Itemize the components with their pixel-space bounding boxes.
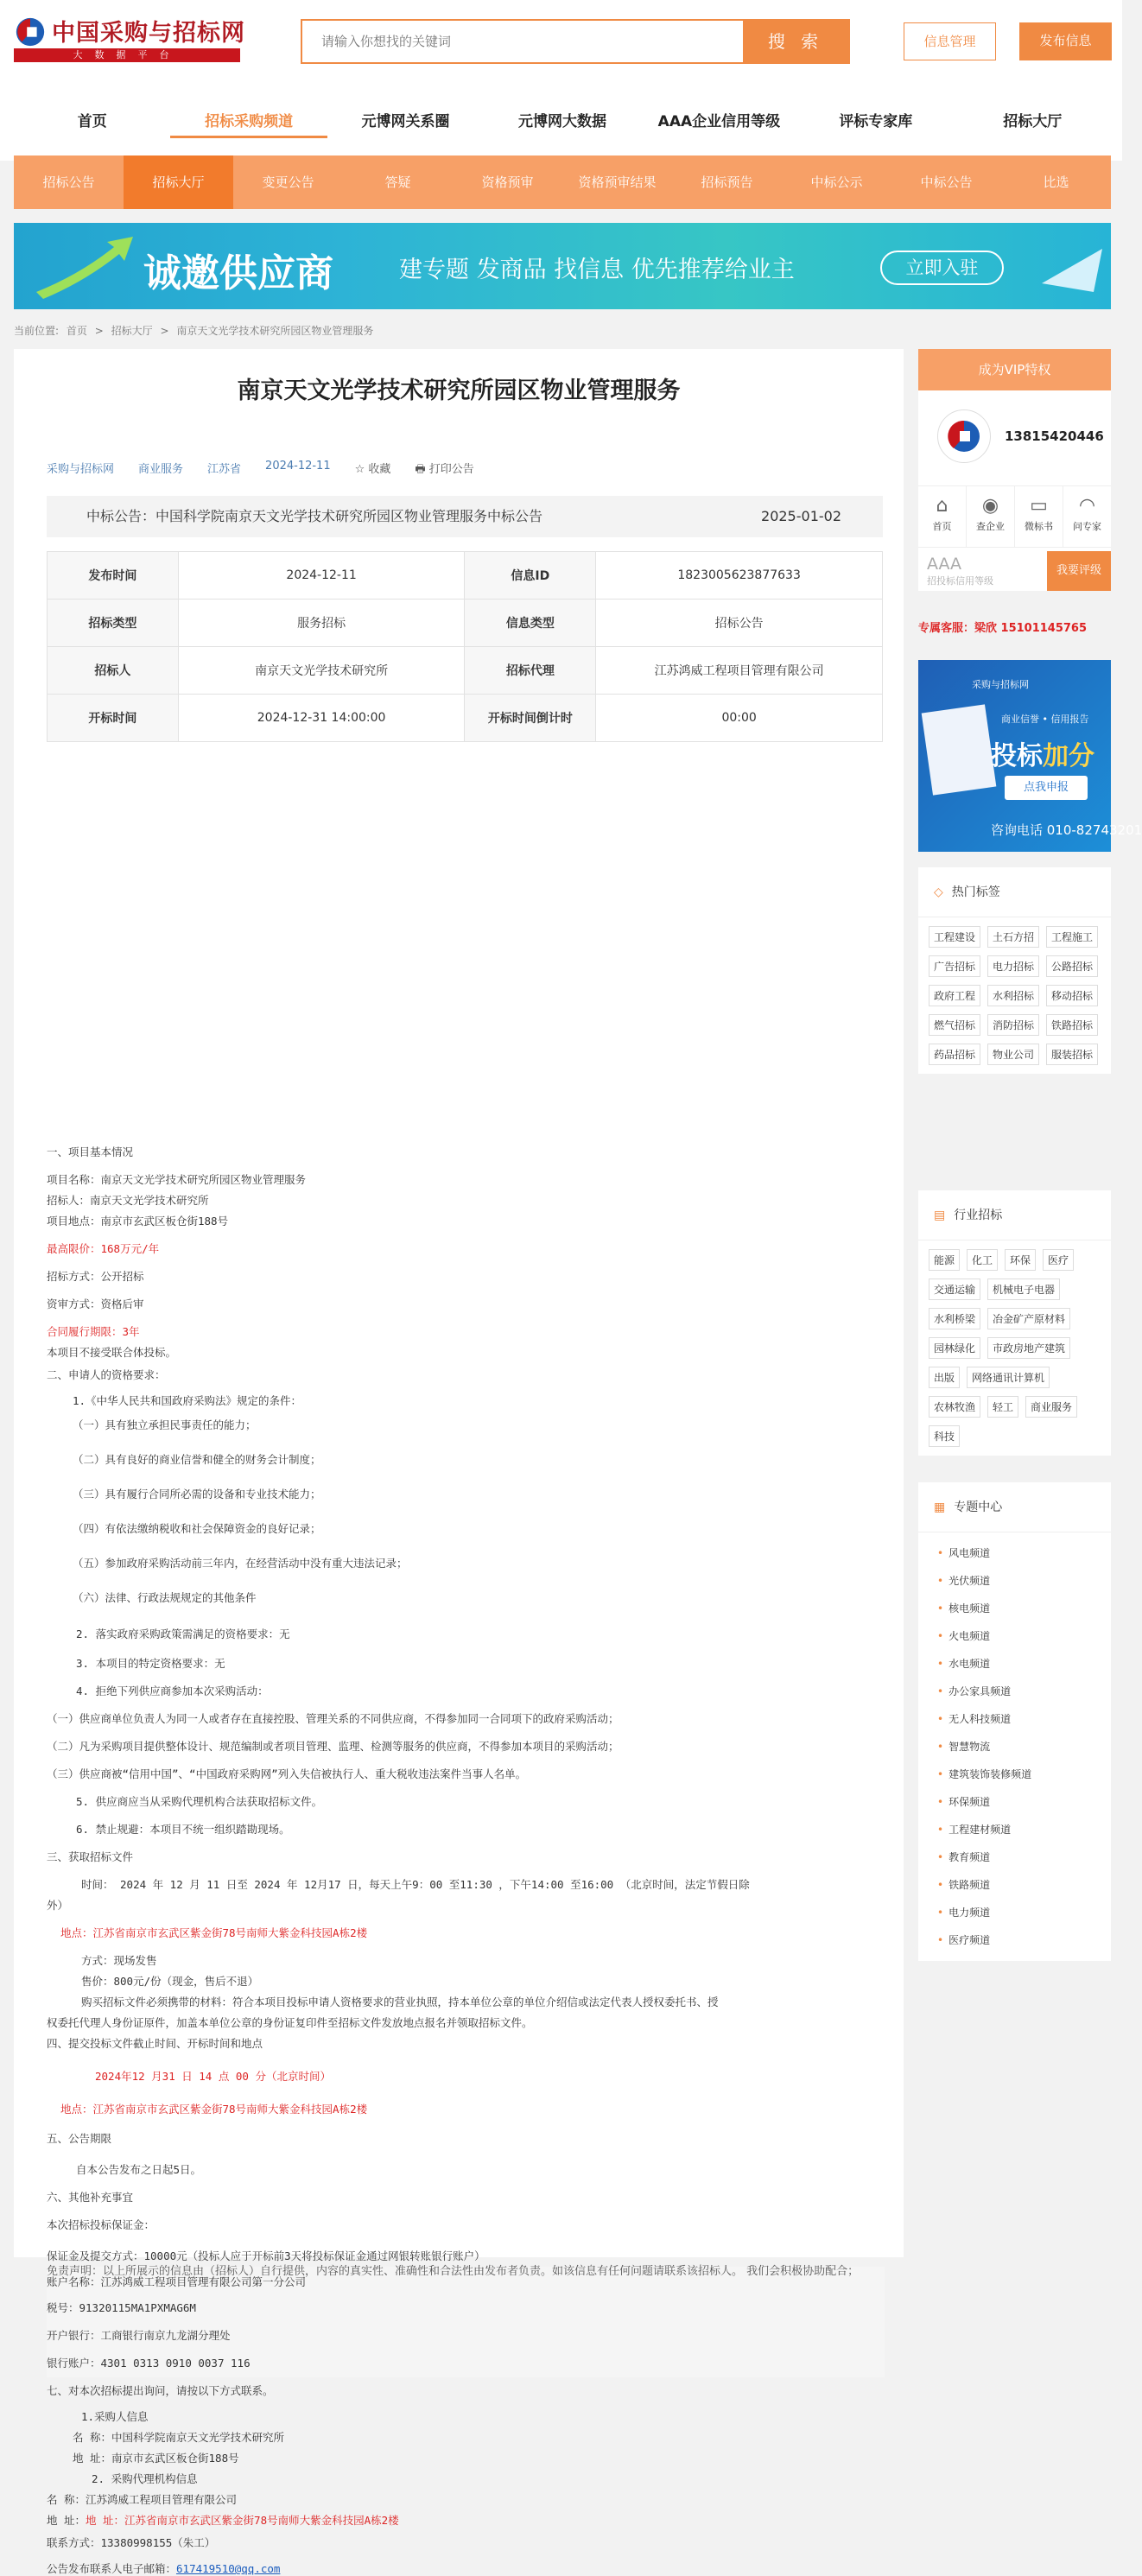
report-paper-graphic [922,704,997,795]
label-address: 地 址： [47,2514,86,2527]
channel-item[interactable]: • 医疗频道 [937,1926,1092,1954]
channel-item[interactable]: • 智慧物流 [937,1733,1092,1761]
profile-card [918,390,1111,591]
body-line: 自本公告发布之日起5日。 [76,2163,202,2176]
tag-item[interactable]: 政府工程 [929,985,980,1006]
channel-item[interactable]: • 办公家具频道 [937,1678,1092,1705]
article-meta [47,460,474,480]
channel-item[interactable]: • 火电频道 [937,1622,1092,1650]
meta-source[interactable]: 采购与招标网 [47,463,115,476]
industry-item[interactable]: 化工 [967,1249,998,1271]
ad-subtitle: 商业信誉 • 信用报告 [1001,714,1089,725]
body-line: （一）供应商单位负责人为同一人或者存在直接控股、管理关系的不同供应商，不得参加同一合同项下的政府采购活动； [47,1712,619,1725]
body-line: 四、提交投标文件截止时间、开标时间和地点 [47,2037,263,2050]
body-line: 招标人：南京天文光学技术研究所 [47,1194,209,1207]
credit-level [927,555,993,587]
supplier-banner[interactable] [14,223,1111,309]
tag-item[interactable]: 服装招标 [1046,1044,1098,1065]
industry-item[interactable]: 医疗 [1043,1249,1074,1271]
industry-item[interactable]: 轻工 [987,1396,1018,1418]
body-line: 地点：江苏省南京市玄武区紫金街78号南师大紫金科技园A栋2楼 [60,2103,368,2116]
industry-panel [918,1190,1111,1456]
sub-nav-item[interactable]: 中标公示 [810,174,863,190]
favorite-button[interactable]: ☆ 收藏 [354,463,391,476]
channel-item[interactable]: • 水电频道 [937,1650,1092,1678]
grid-icon: ▦ [934,1501,946,1514]
sub-nav-item[interactable]: 答疑 [384,174,411,190]
channel-item[interactable]: • 教育频道 [937,1843,1092,1871]
home-icon: ⌂ [936,495,948,517]
arrow-graphic-icon [28,223,140,309]
body-line: 开户银行：工商银行南京九龙湖分理处 [47,2329,231,2342]
table-key: 开标时间 [48,695,179,742]
panel-header [918,1482,1111,1532]
ad-headline [991,734,1094,772]
agency-address: 地 址：江苏省南京市玄武区紫金街78号南师大紫金科技园A栋2楼 [86,2514,399,2527]
industry-item[interactable]: 冶金矿产原材料 [987,1308,1070,1329]
body-line: 二、申请人的资格要求： [47,1368,166,1381]
body-line: 外） [47,1899,69,1912]
body-line: 权委托代理人身份证原件，加盖本单位公章的身份证复印件至招标文件发放地点报名并领取招标文件。 [47,2016,533,2029]
credit-level-label: 招投标信用等级 [927,575,993,587]
industry-item[interactable]: 农林牧渔 [929,1396,980,1418]
shortcut-label: 首页 [932,521,952,532]
main-nav-item[interactable]: 元博网关系圈 [361,113,450,130]
body-line: 三、获取招标文件 [47,1850,134,1863]
industry-item[interactable]: 环保 [1005,1249,1036,1271]
bid-bonus-ad[interactable] [918,660,1142,852]
shortcut-home[interactable] [918,486,967,547]
notice-title[interactable]: 中标公告：中国科学院南京天文光学技术研究所园区物业管理服务中标公告 [86,508,543,524]
body-line: 银行账户：4301 0313 0910 0037 116 [47,2357,251,2370]
body-line: 5. 供应商应当从采购代理机构合法获取招标文件。 [76,1795,323,1808]
body-line: （二）凡为采购项目提供整体设计、规范编制或者项目管理、监理、检测等服务的供应商，不得参加本项目的采购活动； [47,1740,619,1753]
tag-item[interactable]: 燃气招标 [929,1014,980,1036]
logo-mark-icon [938,410,990,462]
table-key: 招标人 [48,647,179,695]
channel-item[interactable]: • 建筑装饰装修频道 [937,1761,1092,1788]
table-value: 招标公告 [596,600,883,647]
industry-item[interactable]: 商业服务 [1025,1396,1077,1418]
tag-item[interactable]: 物业公司 [987,1044,1039,1065]
print-button[interactable]: 🖶 打印公告 [415,463,474,476]
rate-button[interactable]: 我要评级 [1047,551,1111,591]
tag-item[interactable]: 工程施工 [1046,926,1098,948]
publish-info-button[interactable]: 发布信息 [1019,22,1112,60]
body-line: 地 址：南京市玄武区板仓街188号 [73,2452,239,2465]
credit-grade: AAA [927,555,962,574]
main-nav-item[interactable]: 评标专家库 [839,113,913,130]
panel-title: 行业招标 [954,1209,1003,1222]
body-line: 七、对本次招标提出询问，请按以下方式联系。 [47,2384,274,2397]
body-line: 最高限价：168万元/年 [47,1242,160,1255]
ad-apply-button[interactable]: 点我申报 [1005,776,1088,800]
body-line: 本次招标投标保证金： [47,2218,155,2231]
breadcrumb [14,323,377,338]
body-line: 地点：江苏省南京市玄武区紫金街78号南师大紫金科技园A栋2楼 [60,1926,368,1939]
table-key: 开标时间倒计时 [465,695,596,742]
search-box [301,19,850,64]
industry-item[interactable]: 网络通讯计算机 [967,1367,1050,1388]
channel-item[interactable]: • 无人科技频道 [937,1705,1092,1733]
body-line [47,2560,280,2576]
sub-nav [14,155,1111,209]
banner-headline: 诚邀供应商 [143,251,333,295]
table-key: 发布时间 [48,552,179,600]
site-header [0,0,1122,161]
notice-date: 2025-01-02 [761,508,841,524]
channel-item[interactable]: • 环保频道 [937,1788,1092,1816]
info-table [47,551,883,742]
tag-item[interactable]: 药品招标 [929,1044,980,1065]
ad-headline-part1: 投标 [991,741,1043,771]
main-nav-item-active[interactable]: 招标采购频道 [170,109,327,138]
body-line: 2024年12 月31 日 14 点 00 分（北京时间） [95,2070,331,2083]
panel-title: 专题中心 [954,1501,1003,1514]
channel-item[interactable]: • 核电频道 [937,1595,1092,1622]
email-link[interactable]: 617419510@qq.com [176,2562,281,2575]
body-line [47,2512,399,2528]
industry-item[interactable]: 交通运输 [929,1278,980,1300]
body-line: 购买招标文件必须携带的材料：符合本项目投标申请人资格要求的营业执照，持本单位公章的单位介绍信或法定代表人授权委托书、授 [81,1995,719,2008]
tag-item[interactable]: 工程建设 [929,926,980,948]
body-line: 1.采购人信息 [81,2410,149,2423]
body-line: 4. 拒绝下列供应商参加本次采购活动： [76,1685,269,1697]
body-line: 1.《中华人民共和国政府采购法》规定的条件： [73,1394,302,1407]
tag-item[interactable]: 消防招标 [987,1014,1039,1036]
hot-tags-panel [918,867,1111,1074]
banner-slogan: 建专题 发商品 找信息 优先推荐给业主 [399,257,795,283]
table-key: 信息类型 [465,600,596,647]
body-line: （六）法律、行政法规规定的其他条件 [73,1591,257,1604]
body-line: （二）具有良好的商业信誉和健全的财务会计制度； [73,1453,321,1466]
breadcrumb-sep: > [94,325,104,337]
logo-name: 中国采购与招标网 [52,20,245,47]
industry-item[interactable]: 水利桥梁 [929,1308,980,1329]
industry-item[interactable]: 园林绿化 [929,1337,980,1359]
search-button[interactable]: 搜 索 [743,21,848,62]
table-key: 招标代理 [465,647,596,695]
channel-list [918,1532,1111,1961]
tag-item[interactable]: 铁路招标 [1046,1014,1098,1036]
banner-join-button[interactable]: 立即入驻 [880,251,1004,285]
channel-panel [918,1482,1111,1961]
body-line: 五、公告期限 [47,2132,112,2145]
tag-item[interactable]: 移动招标 [1046,985,1098,1006]
body-line: （三）具有履行合同所必需的设备和专业技术能力； [73,1488,321,1501]
body-line: 六、其他补充事宜 [47,2191,134,2204]
tag-item[interactable]: 电力招标 [987,955,1039,977]
main-nav-item[interactable]: 元博网大数据 [517,113,606,130]
tag-item[interactable]: 公路招标 [1046,955,1098,977]
body-line: 名 称：中国科学院南京天文光学技术研究所 [73,2431,285,2444]
body-line: （五）参加政府采购活动前三年内，在经营活动中没有重大违法记录； [73,1557,408,1570]
breadcrumb-current: 南京天文光学技术研究所园区物业管理服务 [176,325,374,337]
table-row [48,552,883,600]
sub-nav-item[interactable]: 比选 [1043,174,1069,190]
body-line: 合同履行期限：3年 [47,1325,140,1338]
breadcrumb-label: 当前位置: [14,325,60,337]
tag-item[interactable]: 土石方招 [987,926,1039,948]
table-value: 服务招标 [178,600,465,647]
table-key: 招标类型 [48,600,179,647]
meta-category[interactable]: 商业服务 [138,463,184,476]
sub-nav-item[interactable]: 招标预告 [701,174,753,190]
industry-item[interactable]: 市政房地产建筑 [987,1337,1070,1359]
body-line: 方式：现场发售 [81,1954,157,1967]
shortcut-expert[interactable] [1063,486,1111,547]
tag-icon: ◇ [934,885,943,899]
breadcrumb-sep: > [160,325,169,337]
channel-item[interactable]: • 光伏频道 [937,1567,1092,1595]
panel-header [918,1190,1111,1240]
body-line: 3. 本项目的特定资格要求：无 [76,1657,225,1670]
article-panel [14,349,904,2575]
meta-region[interactable]: 江苏省 [207,463,242,476]
industry-item[interactable]: 能源 [929,1249,960,1271]
info-manage-button[interactable]: 信息管理 [904,22,996,60]
email-label: 公告发布联系人电子邮箱： [47,2562,177,2575]
main-nav-item[interactable]: AAA企业信用等级 [657,113,781,130]
result-notice[interactable] [47,496,883,537]
sub-nav-item[interactable]: 招标公告 [42,174,95,190]
table-value: 1823005623877633 [596,552,883,600]
tag-item[interactable]: 广告招标 [929,955,980,977]
sub-nav-item-active[interactable]: 招标大厅 [124,155,233,209]
industry-item[interactable]: 出版 [929,1367,960,1388]
banner-decoration-icon [1033,223,1111,309]
tag-list [918,917,1111,1074]
channel-item[interactable]: • 风电频道 [937,1539,1092,1567]
channel-item[interactable]: • 铁路频道 [937,1871,1092,1899]
search-input[interactable] [302,21,743,62]
ad-headline-part2: 加分 [1043,741,1094,771]
eye-icon: ◉ [981,495,999,517]
ad-header: 采购与招标网 [972,679,1029,690]
body-line: 税号：91320115MA1PXMAG6M [47,2301,196,2314]
body-line: 售价：800元/份（现金，售后不退） [81,1975,259,1988]
channel-item[interactable]: • 工程建材频道 [937,1816,1092,1843]
body-line: 一、项目基本情况 [47,1145,134,1158]
body-line: 招标方式：公开招标 [47,1270,144,1283]
body-line: 资审方式：资格后审 [47,1298,144,1310]
shortcut-label: 微标书 [1025,521,1053,532]
body-line: 6. 禁止规避：本项目不统一组织踏勘现场。 [76,1823,290,1836]
body-line: 2. 采购代理机构信息 [92,2472,198,2485]
sub-nav-item[interactable]: 中标公告 [920,174,973,190]
body-line: 时间： 2024 年 12 月 11 日至 2024 年 12月17 日，每天上午9：00 至11:30 ，下午14:00 至16:00 （北京时间，法定节假日除 [81,1878,750,1891]
body-line: 项目名称：南京天文光学技术研究所园区物业管理服务 [47,1173,307,1186]
account-manager: 专属客服：梁欣 15101145765 [918,622,1088,635]
body-line: 本项目不接受联合体投标。 [47,1346,177,1359]
main-nav-item[interactable]: 首页 [77,113,107,130]
folder-icon: ▭ [1030,495,1048,517]
book-icon: ▤ [934,1209,946,1222]
shortcut-label: 查企业 [976,521,1005,532]
body-line: 项目地点：南京市玄武区板仓街188号 [47,1215,229,1228]
body-line: 账户名称：江苏鸿威工程项目管理有限公司第一分公司 [47,2275,307,2288]
table-value: 2024-12-31 14:00:00 [178,695,465,742]
table-key: 信息ID [465,552,596,600]
industry-list [918,1240,1111,1456]
sub-nav-item[interactable]: 资格预审结果 [578,174,657,190]
industry-item[interactable]: 机械电子电器 [987,1278,1060,1300]
sub-nav-item[interactable]: 变更公告 [262,174,314,190]
shortcut-label: 问专家 [1073,521,1101,532]
ad-phone: 咨询电话 010-82743201 [991,822,1142,838]
avatar[interactable] [937,409,991,463]
table-value: 00:00 [596,695,883,742]
body-line: （一）具有独立承担民事责任的能力； [73,1418,257,1431]
panel-header [918,867,1111,917]
logo-mark-icon [14,16,47,48]
profile-phone: 13815420446 [1005,428,1104,444]
article-title: 南京天文光学技术研究所园区物业管理服务 [237,378,681,404]
meta-date: 2024-12-11 [265,460,331,473]
table-row [48,647,883,695]
table-value: 江苏鸿威工程项目管理有限公司 [596,647,883,695]
breadcrumb-link-home[interactable]: 首页 [66,325,87,337]
table-row [48,600,883,647]
channel-item[interactable]: • 电力频道 [937,1899,1092,1926]
body-line: （三）供应商被“信用中国”、“中国政府采购网”列入失信被执行人、重大税收违法案件当事人名单。 [47,1767,527,1780]
vip-button[interactable]: 成为VIP特权 [918,349,1111,390]
main-nav [14,109,1111,138]
panel-title: 热门标签 [951,885,1000,899]
body-line: 联系方式：13380998155（朱工） [47,2536,216,2549]
sub-nav-item[interactable]: 资格预审 [481,174,534,190]
shortcut-company[interactable] [967,486,1015,547]
disclaimer: 免责声明：以上所展示的信息由（招标人）自行提供，内容的真实性、准确性和合法性由发布者负责。如该信息有任何问题请联系该招标人。 我们会积极协助配合； [47,2265,860,2278]
shortcut-bid-doc[interactable] [1015,486,1063,547]
body-line: 名 称：江苏鸿威工程项目管理有限公司 [47,2493,238,2506]
logo-subtitle: 大数据平台 [14,48,240,62]
body-line: 保证金及提交方式：10000元（投标人应于开标前3天将投标保证金通过网银转账银行账户） [47,2249,485,2262]
table-row [48,695,883,742]
rss-icon: ◠ [1078,495,1096,517]
industry-item[interactable]: 科技 [929,1425,960,1447]
site-logo[interactable] [14,14,245,64]
table-value: 南京天文光学技术研究所 [178,647,465,695]
shortcut-bar [918,485,1111,548]
body-line: 2. 落实政府采购政策需满足的资格要求：无 [76,1627,290,1640]
table-value: 2024-12-11 [178,552,465,600]
breadcrumb-link-hall[interactable]: 招标大厅 [111,325,153,337]
body-line: （四）有依法缴纳税收和社会保障资金的良好记录； [73,1522,321,1535]
tag-item[interactable]: 水利招标 [987,985,1039,1006]
main-nav-item[interactable]: 招标大厅 [1003,113,1063,130]
